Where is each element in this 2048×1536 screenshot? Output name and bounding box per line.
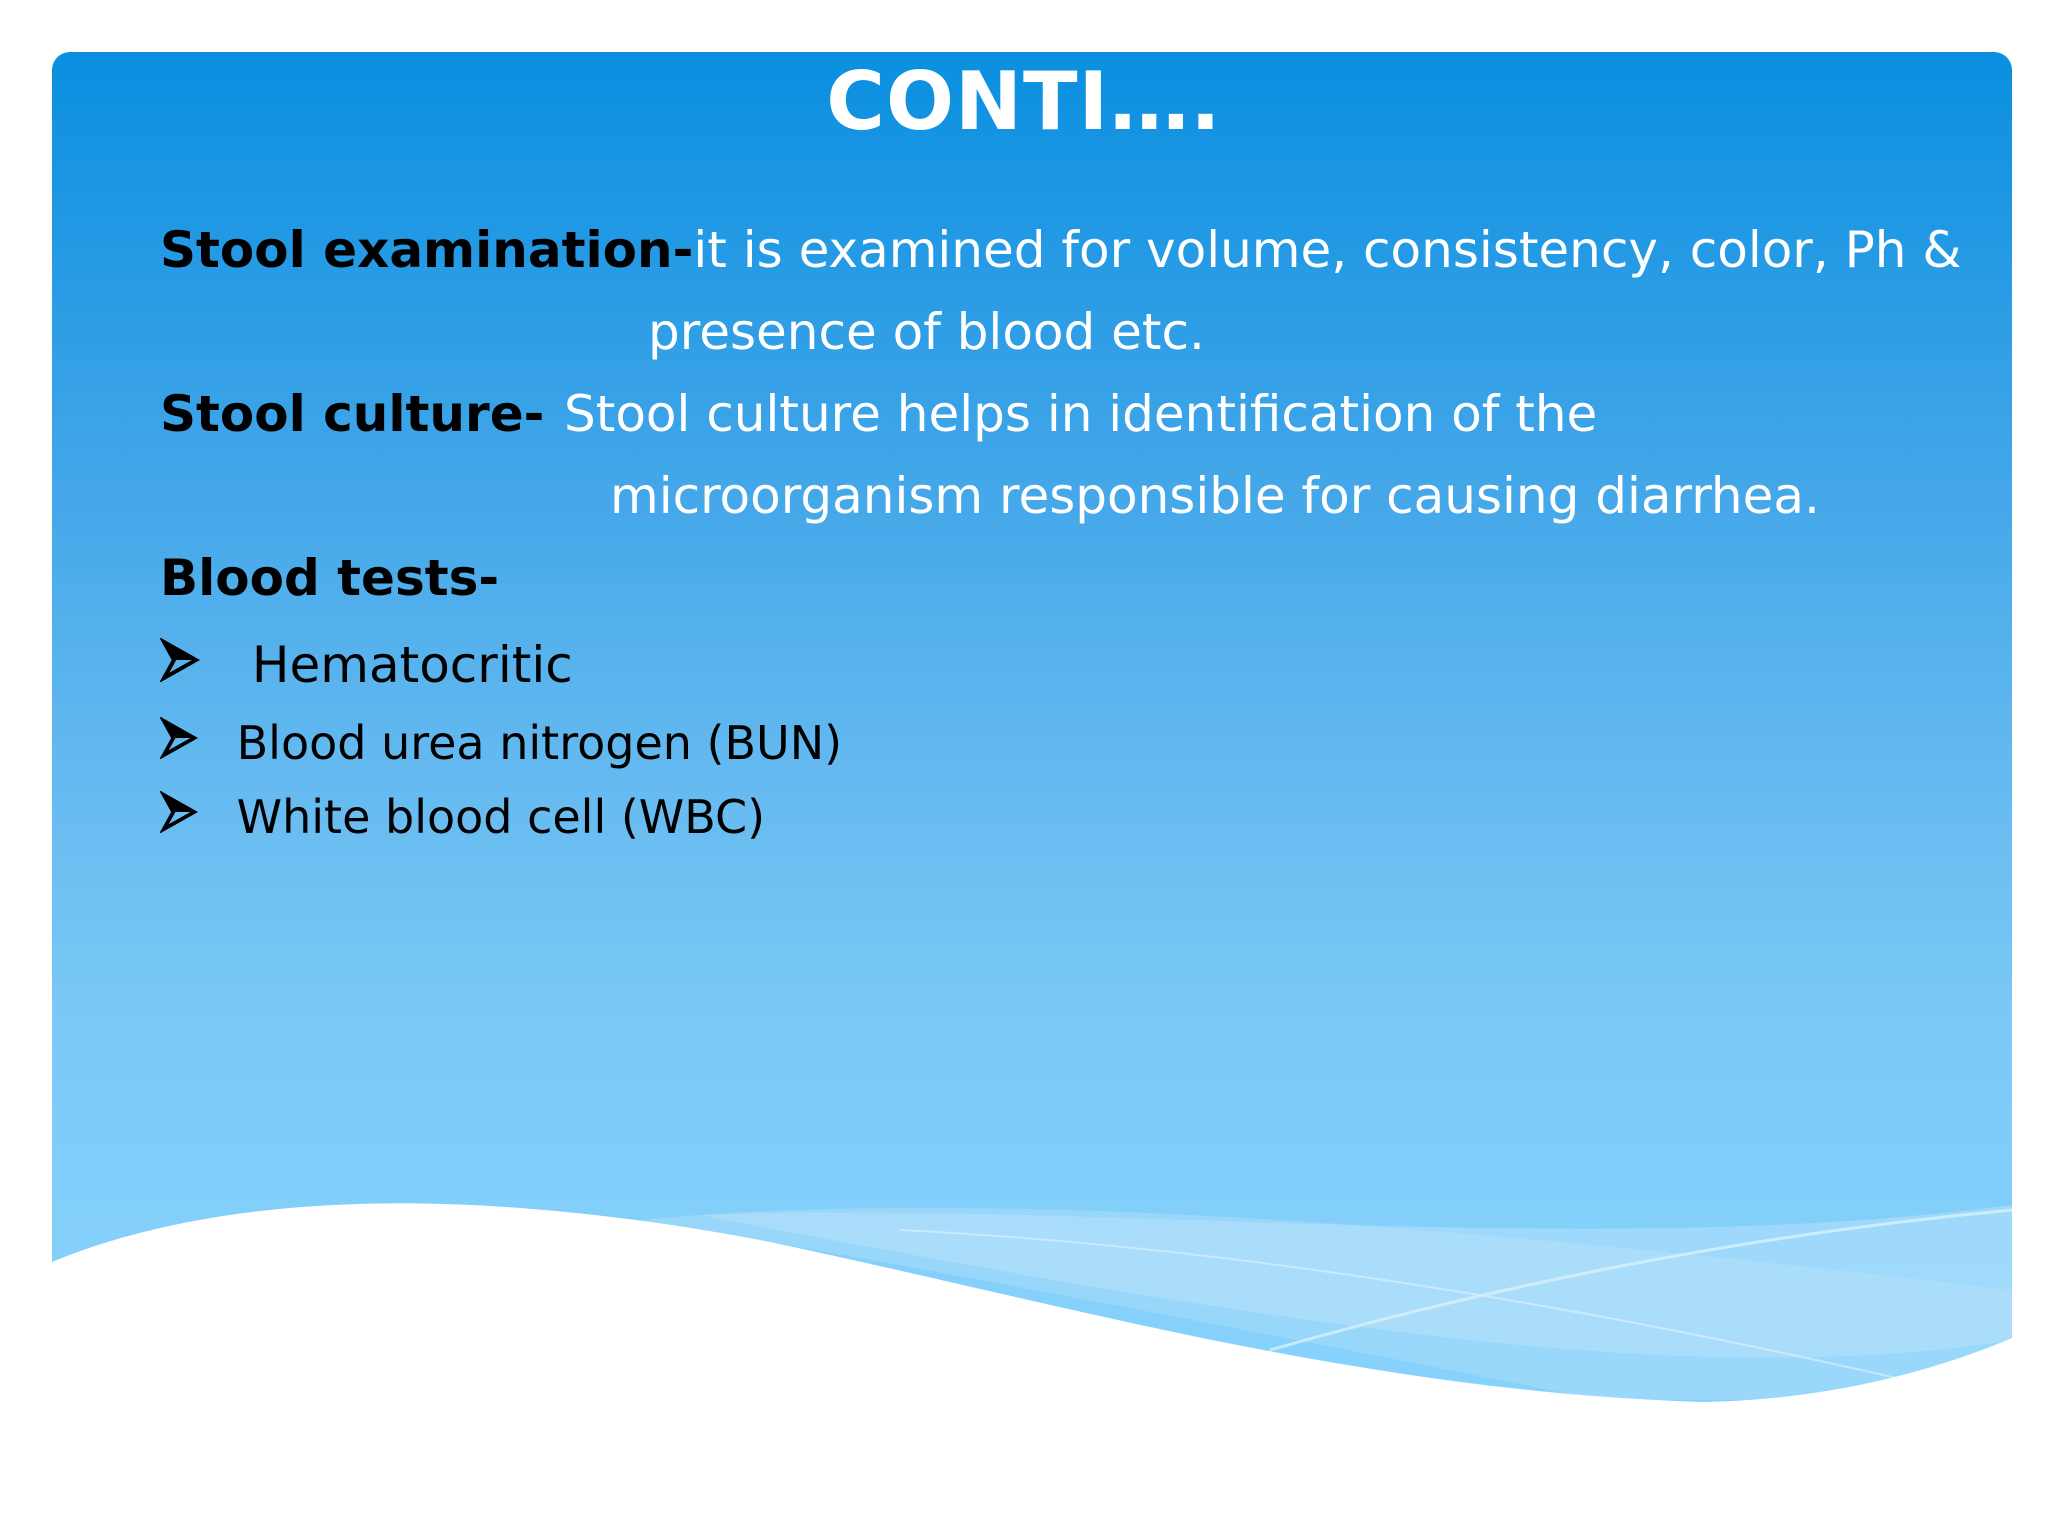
stool-culture-description: Stool culture helps in identification of the <box>564 385 1598 443</box>
arrow-bullet-icon <box>160 716 198 770</box>
arrow-bullet-icon <box>160 636 200 694</box>
stool-examination-term: Stool examination- <box>160 221 694 279</box>
slide-title: CONTI…. <box>826 55 1222 148</box>
arrow-bullet-icon <box>160 790 198 844</box>
stool-culture-term: Stool culture- <box>160 385 545 443</box>
bullet-hematocritic: Hematocritic <box>251 635 573 694</box>
list-item <box>160 712 842 770</box>
stool-examination-description: it is examined for volume, consistency, color, Ph & <box>693 221 1962 279</box>
bullet-white-blood-cell: White blood cell (WBC) <box>236 789 766 844</box>
blood-tests-heading: Blood tests- <box>160 549 500 607</box>
list-item <box>160 786 765 844</box>
stool-culture-description-continued: microorganism responsible for causing diarrhea. <box>610 467 1820 525</box>
stool-examination-line <box>160 220 1961 280</box>
bullet-blood-urea-nitrogen: Blood urea nitrogen (BUN) <box>236 715 843 770</box>
list-item <box>160 632 573 694</box>
stool-examination-description-continued: presence of blood etc. <box>648 303 1205 361</box>
